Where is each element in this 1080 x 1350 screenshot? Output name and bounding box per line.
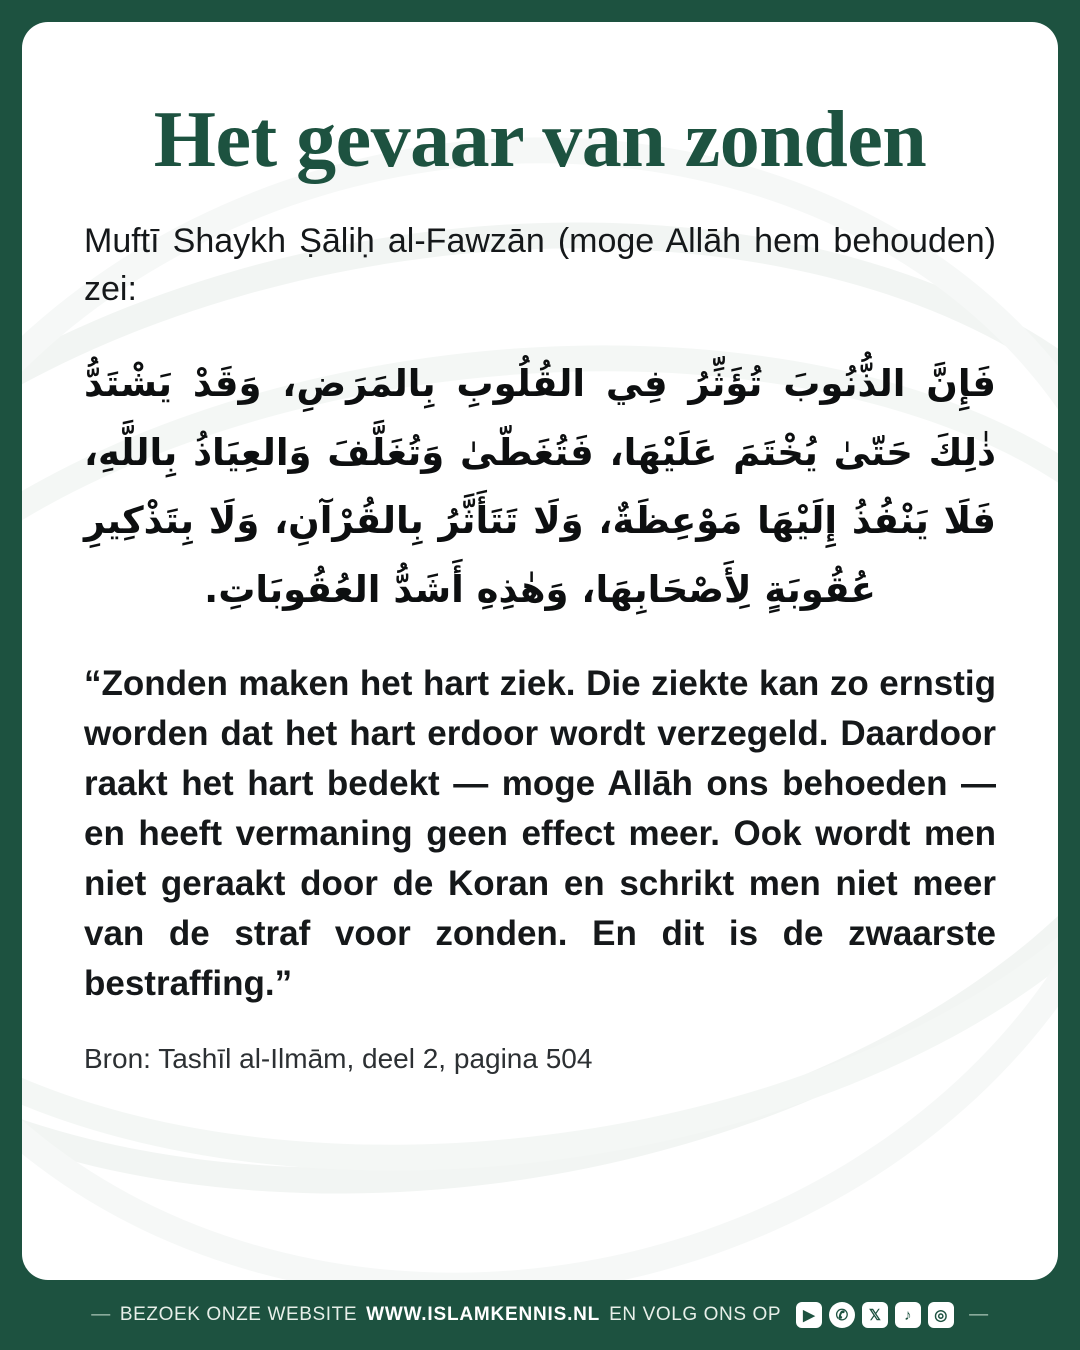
- footer-prefix-text: BEZOEK ONZE WEBSITE: [119, 1304, 358, 1325]
- footer-dash-left: —: [91, 1304, 111, 1325]
- footer-bar: [0, 1280, 1080, 1350]
- page-title: Het gevaar van zonden: [153, 96, 927, 184]
- youtube-icon[interactable]: ▶: [796, 1302, 822, 1328]
- tiktok-icon[interactable]: ♪: [895, 1302, 921, 1328]
- instagram-icon[interactable]: ◎: [928, 1302, 954, 1328]
- x-icon[interactable]: 𝕏: [862, 1302, 888, 1328]
- content-card: [22, 22, 1058, 1280]
- footer-suffix-text: EN VOLG ONS OP: [609, 1304, 782, 1325]
- arabic-quote: فَإِنَّ الذُّنُوبَ تُؤَثِّرُ فِي القُلُوبِ بِالمَرَضِ، وَقَدْ يَشْتَدُّ ذٰلِكَ حَتّىٰ يُخْتَمَ عَلَيْهَا، فَتُغَطّىٰ وَتُغَلَّفَ وَالعِيَاذُ بِاللَّهِ، فَلَا يَنْفُذُ إِلَيْهَا مَوْعِظَةٌ، وَلَا تَتَأَثَّرُ بِالقُرْآنِ، وَلَا بِتَذْكِيرِ عُقُوبَةٍ لِأَصْحَابِهَا، وَهٰذِهِ أَشَدُّ العُقُوبَاتِ.: [84, 362, 996, 611]
- whatsapp-icon[interactable]: ✆: [829, 1302, 855, 1328]
- intro-attribution: Muftī Shaykh Ṣāliḥ al-Fawzān (moge Allāh hem behouden) zei:: [84, 221, 996, 309]
- source-reference: Bron: Tashīl al-Ilmām, deel 2, pagina 504: [84, 1043, 593, 1075]
- social-icons: [796, 1302, 954, 1328]
- card-content: [22, 22, 1058, 1075]
- footer-dash-right: —: [969, 1304, 989, 1325]
- dutch-translation: “Zonden maken het hart ziek. Die ziekte kan zo ernstig worden dat het hart erdoor wordt verzegeld. Daardoor raakt het hart bedekt — moge Allāh ons behoeden — en heeft vermaning geen effect meer. Ook wordt men niet geraakt door de Koran en schrikt men niet meer van de straf voor zonden. En dit is de zwaarste bestraffing.”: [84, 664, 996, 1004]
- footer-website-link[interactable]: WWW.ISLAMKENNIS.NL: [366, 1304, 601, 1325]
